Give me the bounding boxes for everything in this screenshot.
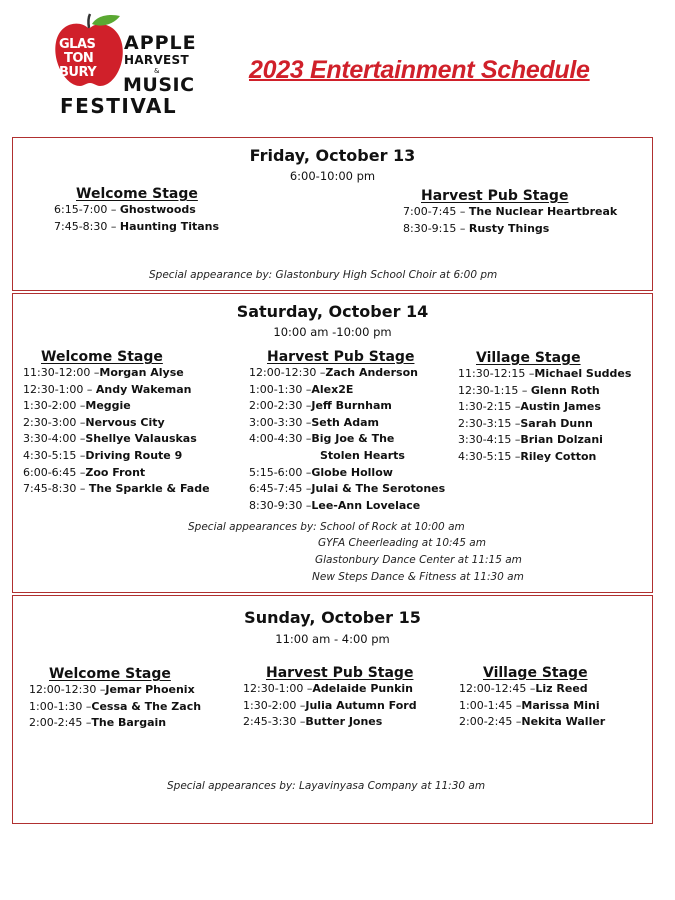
- special-appearance: Special appearances by: Layavinyasa Company at 11:30 am: [167, 780, 486, 792]
- stage-name: Welcome Stage: [76, 186, 198, 202]
- stage-harvest-pub: [249, 349, 445, 514]
- day-hours: 11:00 am - 4:00 pm: [275, 632, 390, 646]
- stage-name: Village Stage: [483, 665, 588, 681]
- logo-music: MUSIC: [123, 74, 195, 96]
- list-item: 7:45-8:30 – The Sparkle & Fade: [23, 482, 210, 496]
- stage-name: Welcome Stage: [41, 349, 163, 365]
- list-item: 8:30-9:30 –Lee-Ann Lovelace: [249, 498, 421, 512]
- list-item: 8:30-9:15 – Rusty Things: [403, 221, 550, 235]
- list-item: 2:00-2:45 –Nekita Waller: [459, 715, 606, 729]
- stage-welcome: [23, 349, 210, 498]
- stage-name: Harvest Pub Stage: [421, 188, 569, 204]
- day-saturday: [12, 293, 653, 593]
- stage-name: Village Stage: [476, 350, 581, 366]
- list-item: 4:30-5:15 –Riley Cotton: [458, 449, 597, 463]
- stage-name: Harvest Pub Stage: [267, 349, 415, 365]
- list-item: 11:30-12:00 –Morgan Alyse: [23, 366, 184, 379]
- list-item: 1:30-2:15 –Austin James: [458, 400, 601, 414]
- logo-festival: FESTIVAL: [60, 94, 178, 118]
- list-item: 2:30-3:15 –Sarah Dunn: [458, 416, 593, 430]
- list-item: 12:30-1:15 – Glenn Roth: [458, 383, 600, 397]
- festival-logo: [50, 12, 220, 118]
- list-item: 12:30-1:00 –Adelaide Punkin: [243, 682, 413, 695]
- special-appearance: Glastonbury Dance Center at 11:15 am: [315, 554, 522, 566]
- apple-text-2: TON: [64, 51, 94, 66]
- list-item: 5:15-6:00 –Globe Hollow: [249, 465, 393, 479]
- apple-text-1: GLAS: [59, 37, 96, 52]
- special-appearance: New Steps Dance & Fitness at 11:30 am: [312, 571, 524, 583]
- apple-text-3: BURY: [59, 65, 97, 80]
- logo-ampersand: &: [154, 67, 160, 75]
- logo-harvest: HARVEST: [124, 53, 189, 67]
- stage-welcome: [54, 186, 219, 235]
- stage-welcome: [29, 666, 201, 732]
- day-title: Sunday, October 15: [244, 608, 421, 627]
- day-sunday: [12, 595, 653, 824]
- list-item: 7:00-7:45 – The Nuclear Heartbreak: [403, 205, 618, 218]
- list-item: 6:45-7:45 –Julai & The Serotones: [249, 482, 446, 496]
- list-item: 11:30-12:15 –Michael Suddes: [458, 367, 632, 380]
- list-item: 2:45-3:30 –Butter Jones: [243, 715, 383, 729]
- list-item: Stolen Hearts: [320, 448, 405, 462]
- list-item: 12:30-1:00 – Andy Wakeman: [23, 382, 192, 396]
- list-item: 4:00-4:30 –Big Joe & The: [249, 432, 395, 446]
- list-item: 1:00-1:45 –Marissa Mini: [459, 698, 600, 712]
- stage-harvest-pub: [243, 665, 417, 731]
- day-title: Friday, October 13: [249, 146, 416, 165]
- stage-name: Harvest Pub Stage: [266, 665, 414, 681]
- list-item: 1:30-2:00 –Julia Autumn Ford: [243, 698, 417, 712]
- day-friday: [12, 137, 653, 291]
- list-item: 6:00-6:45 –Zoo Front: [23, 465, 146, 479]
- special-appearance: GYFA Cheerleading at 10:45 am: [318, 537, 486, 549]
- list-item: 1:00-1:30 –Alex2E: [249, 382, 354, 396]
- stage-name: Welcome Stage: [49, 666, 171, 682]
- list-item: 3:00-3:30 –Seth Adam: [249, 415, 379, 429]
- list-item: 2:30-3:00 –Nervous City: [23, 415, 165, 429]
- list-item: 3:30-4:15 –Brian Dolzani: [458, 433, 603, 447]
- special-appearance: Special appearances by: School of Rock at 10:00 am: [188, 521, 465, 533]
- list-item: 12:00-12:45 –Liz Reed: [459, 682, 588, 695]
- day-title: Saturday, October 14: [236, 302, 429, 321]
- list-item: 12:00-12:30 –Jemar Phoenix: [29, 683, 195, 696]
- list-item: 1:00-1:30 –Cessa & The Zach: [29, 699, 202, 713]
- list-item: 2:00-2:30 –Jeff Burnham: [249, 399, 392, 413]
- list-item: 2:00-2:45 –The Bargain: [29, 716, 167, 730]
- logo-apple: APPLE: [124, 32, 197, 54]
- list-item: 1:30-2:00 –Meggie: [23, 399, 131, 413]
- day-hours: 10:00 am -10:00 pm: [273, 325, 392, 339]
- page-title: 2023 Entertainment Schedule: [249, 56, 590, 84]
- stage-village: [458, 350, 631, 466]
- day-hours: 6:00-10:00 pm: [289, 169, 376, 183]
- list-item: 3:30-4:00 –Shellye Valauskas: [23, 432, 197, 446]
- list-item: 6:15-7:00 – Ghostwoods: [54, 203, 196, 216]
- list-item: 7:45-8:30 – Haunting Titans: [54, 219, 220, 233]
- list-item: 12:00-12:30 –Zach Anderson: [249, 366, 418, 379]
- stage-harvest-pub: [403, 188, 617, 237]
- special-appearance: Special appearance by: Glastonbury High School Choir at 6:00 pm: [149, 269, 498, 281]
- stage-village: [459, 665, 605, 731]
- list-item: 4:30-5:15 –Driving Route 9: [23, 448, 183, 462]
